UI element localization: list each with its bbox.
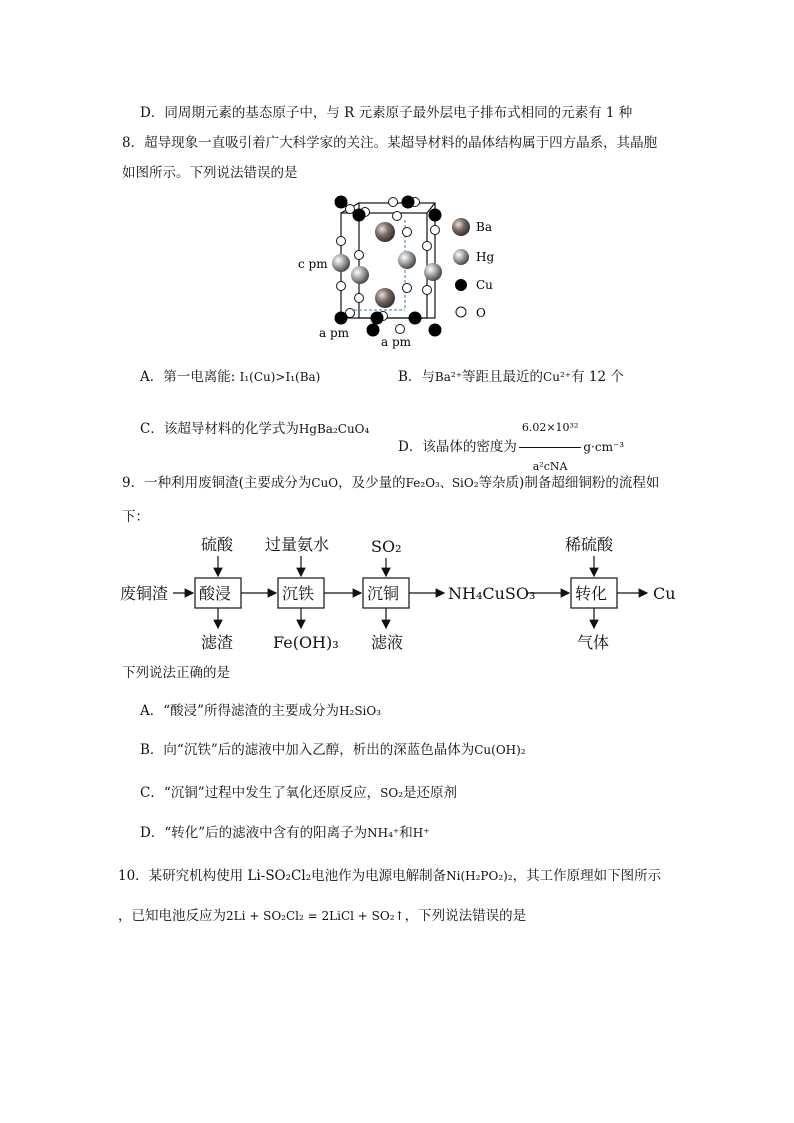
hg-atom xyxy=(398,251,416,269)
legend-hg-swatch xyxy=(453,249,469,265)
label-a-pm-bottom: a pm xyxy=(381,335,412,349)
flow-output-3: 滤液 xyxy=(371,633,404,652)
hg-atom xyxy=(332,254,350,272)
o-atom xyxy=(346,205,355,214)
legend-hg-label: Hg xyxy=(476,250,495,264)
q10-stem-line2: ，已知电池反应为2Li + SO₂Cl₂ = 2LiCl + SO₂↑，下列说法错误的是 xyxy=(118,908,527,924)
legend-o-swatch xyxy=(456,307,466,317)
ba-atom xyxy=(375,222,395,242)
q9-stem-line1: 9．一种利用废铜渣(主要成分为CuO，及少量的Fe₂O₃、SiO₂等杂质)制备超细铜粉的流程如 xyxy=(122,475,660,491)
o-atom xyxy=(431,226,440,235)
o-atom xyxy=(389,198,398,207)
q8-option-b: B．与Ba²⁺等距且最近的Cu²⁺有 12 个 xyxy=(398,369,624,385)
flow-input-4: 稀硫酸 xyxy=(565,535,614,554)
q8-option-d: D．该晶体的密度为 $\frac{\text{6.02×10³²}}{\text{a²cNA}}$ g·cm⁻³ xyxy=(398,410,624,485)
q9-option-d: D．“转化”后的滤液中含有的阳离子为NH₄⁺和H⁺ xyxy=(140,825,430,841)
q7-option-d: D．同周期元素的基态原子中，与 R 元素原子最外层电子排布式相同的元素有 1 种 xyxy=(140,105,633,121)
flow-box-iron-precip: 沉铁 xyxy=(282,584,315,603)
cu-atom xyxy=(353,209,366,222)
cu-atom xyxy=(371,312,384,325)
cu-atom xyxy=(335,196,348,209)
o-atom xyxy=(396,325,405,334)
flow-input-2: 过量氨水 xyxy=(265,535,330,554)
q8-option-a: A．第一电离能: I₁(Cu)>I₁(Ba) xyxy=(140,369,321,385)
label-a-pm-left: a pm xyxy=(319,326,350,340)
legend-cu-label: Cu xyxy=(476,278,493,292)
o-atom xyxy=(337,237,346,246)
flow-box-convert: 转化 xyxy=(575,584,608,603)
q9-option-a: A．“酸浸”所得滤渣的主要成分为H₂SiO₃ xyxy=(140,703,382,719)
cu-atom xyxy=(429,209,442,222)
ba-atom xyxy=(375,288,395,308)
crystal-cell-figure xyxy=(295,190,505,355)
hg-atom xyxy=(351,266,369,284)
flow-intermediate: NH₄CuSO₃ xyxy=(448,584,536,603)
density-fraction: $\frac{\text{6.02×10³²}}{\text{a²cNA}}$ xyxy=(519,410,582,485)
flow-box-copper-precip: 沉铜 xyxy=(367,584,400,603)
o-atom xyxy=(403,284,412,293)
cu-atom xyxy=(335,312,348,325)
q9-option-b: B．向“沉铁”后的滤液中加入乙醇，析出的深蓝色晶体为Cu(OH)₂ xyxy=(140,742,526,758)
q8-stem-line1: 8．超导现象一直吸引着广大科学家的关注。某超导材料的晶体结构属于四方晶系，其晶胞 xyxy=(122,135,658,151)
flow-output-2: Fe(OH)₃ xyxy=(273,633,339,652)
o-atom xyxy=(403,228,412,237)
legend-o-label: O xyxy=(476,306,486,320)
flow-input-1: 硫酸 xyxy=(201,535,234,554)
q9-question: 下列说法正确的是 xyxy=(122,665,230,681)
q9-option-c: C．“沉铜”过程中发生了氧化还原反应，SO₂是还原剂 xyxy=(140,785,458,801)
legend-ba-swatch xyxy=(452,218,470,236)
cu-atom xyxy=(402,196,415,209)
q10-stem-line1: 10．某研究机构使用 Li-SO₂Cl₂电池作为电源电解制备Ni(H₂PO₂)₂，其工作原理如下图所示 xyxy=(118,868,662,884)
label-c-pm: c pm xyxy=(298,257,328,271)
o-atom xyxy=(355,251,364,260)
o-atom xyxy=(393,212,402,221)
legend-ba-label: Ba xyxy=(476,220,492,234)
flow-output-1: 滤渣 xyxy=(201,633,234,652)
cu-atom xyxy=(367,324,380,337)
o-atom xyxy=(337,282,346,291)
o-atom xyxy=(423,242,432,251)
o-atom xyxy=(355,294,364,303)
flow-end: Cu xyxy=(653,584,676,603)
flow-box-acid-leach: 酸浸 xyxy=(199,584,232,603)
q8-option-c: C．该超导材料的化学式为HgBa₂CuO₄ xyxy=(140,421,370,437)
q8-stem-line2: 如图所示。下列说法错误的是 xyxy=(122,165,298,181)
flow-start: 废铜渣 xyxy=(120,584,169,603)
legend-cu-swatch xyxy=(455,279,467,291)
cu-atom xyxy=(429,324,442,337)
flow-input-3: SO₂ xyxy=(371,537,402,556)
hg-atom xyxy=(424,263,442,281)
flow-output-4: 气体 xyxy=(577,633,610,652)
cu-atom xyxy=(409,312,422,325)
q9-stem-line2: 下： xyxy=(122,509,149,525)
o-atom xyxy=(423,286,432,295)
process-flow-diagram xyxy=(115,530,685,660)
